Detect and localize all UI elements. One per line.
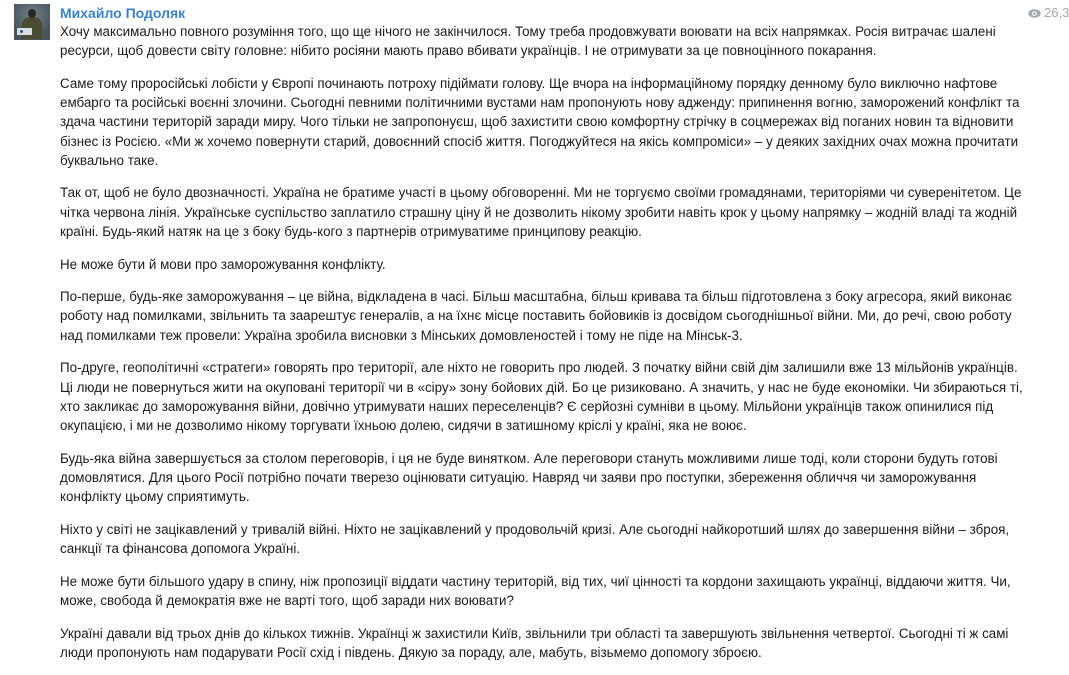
eye-icon [1028, 9, 1041, 18]
message-paragraph: Україні давали від трьох днів до кількох тижнів. Українці ж захистили Київ, звільнили три області та завершують звільнення четвертої. Сьогодні ті ж самі люди пропонують нам подарувати Росії схід і південь. Дякую за пораду, але, мабуть, візьмемо допомогу зброєю. [60, 625, 1009, 660]
message-paragraph: Так от, щоб не було двозначності. Україна не братиме участі в цьому обговоренні. Ми не торгуємо своїми громадянами, територіями чи суверенітетом. Це чітка червона лінія. Українське суспільство заплатило страшну ціну й не дозволить нікому зробити навіть крок у цьому напрямку – жодній владі та жодній країні. Будь-який натяк на це з боку будь-кого з партнерів отримуватиме принципову реакцію. [60, 185, 1022, 239]
avatar-figure-head [28, 9, 36, 18]
message-paragraph: Саме тому проросійські лобісти у Європі починають потроху підіймати голову. Ще вчора на інформаційному порядку денному було виключно нафтове ембарго та російські воєнні злочини. Сьогодні певними політичними вустами нам пропонують нову адженду: припинення вогню, заморожений конфлікт та здача частини територій заради миру. Чого тільки не запропонуєш, щоб захистити свою комфортну стрічку в соцмережах від поганих новин та відновити бізнес із Росією. «Ми ж хочемо повернути старий, довоєнний спосіб життя. Погоджуйтеся на якісь компроміси» – у деяких західних очах можна прочитати буквально таке. [60, 75, 1020, 168]
message-paragraph: Не може бути більшого удару в спину, ніж пропозиції віддати частину територій, від тих, чиї цінності та кордони захищають українці, віддаючи життя. Чи, може, свобода й демократія вже не варті того, щоб заради них воювати? [60, 573, 1011, 608]
avatar-podium-emblem [20, 30, 23, 33]
message-paragraph: По-перше, будь-яке заморожування – це війна, відкладена в часі. Більш масштабна, більш кривава та більш підготовлена з боку агресора, який виконає роботу над помилками, звільнить та заарештує генералів, а на їхнє місце поставить бойовиків із досвідом сьогоднішньої війни. Ми, до речі, свою роботу над помилками теж провели: Україна зробила висновки з Мінських домовленостей і тому не піде на Мінськ-3. [60, 289, 1013, 343]
message-paragraph: По-друге, геополітичні «стратеги» говорять про території, але ніхто не говорить про людей. З початку війни свій дім залишили вже 13 мільйонів українців. Ці люди не повернуться жити на окуповані території чи в «сіру» зону бойових дій. Бо це ризиковано. А значить, у нас не буде економіки. Чи збираються ті, хто закликає до заморожування війни, довічно утримувати наших переселенців? Є серйозні сумніви в цьому. Мільйони українців також опинилися під окупацією, і ми не дозволимо нікому торгувати їхньою долею, сидячи в затишному кріслі у країні, яка не воює. [60, 360, 1023, 433]
message-paragraph: Не може бути й мови про заморожування конфлікту. [60, 256, 386, 272]
message-paragraph: Будь-яка війна завершується за столом переговорів, і ця не буде винятком. Але переговори стануть можливими лише тоді, коли сторони будуть готові домовлятися. Для цього Росії потрібно почати тверезо оцінювати ситуацію. Навряд чи заяви про поступки, збереження обличчя чи заморожування конфлікту цьому сприятимуть. [60, 450, 998, 505]
view-count [1028, 6, 1069, 20]
author-name[interactable]: Михайло Подоляк [60, 5, 186, 21]
view-count-value: 26,3 [1044, 5, 1069, 20]
author-avatar[interactable] [14, 4, 50, 40]
message-paragraph: Хочу максимально повного розуміння того, що ще нічого не закінчилося. Тому треба продовжувати воювати на всіх напрямках. Росія витрачає шалені ресурси, щоб довести світу головне: нібито росіяни мають право вбивати українців. І не отримувати за це повноцінного покарання. [60, 24, 996, 59]
message-text [60, 22, 1060, 675]
message-paragraph: Ніхто у світі не зацікавлений у тривалій війні. Ніхто не зацікавлений у продовольчій кризі. Але сьогодні найкоротший шлях до завершення війни – зброя, санкції та фінансова допомога Україні. [60, 521, 1010, 556]
